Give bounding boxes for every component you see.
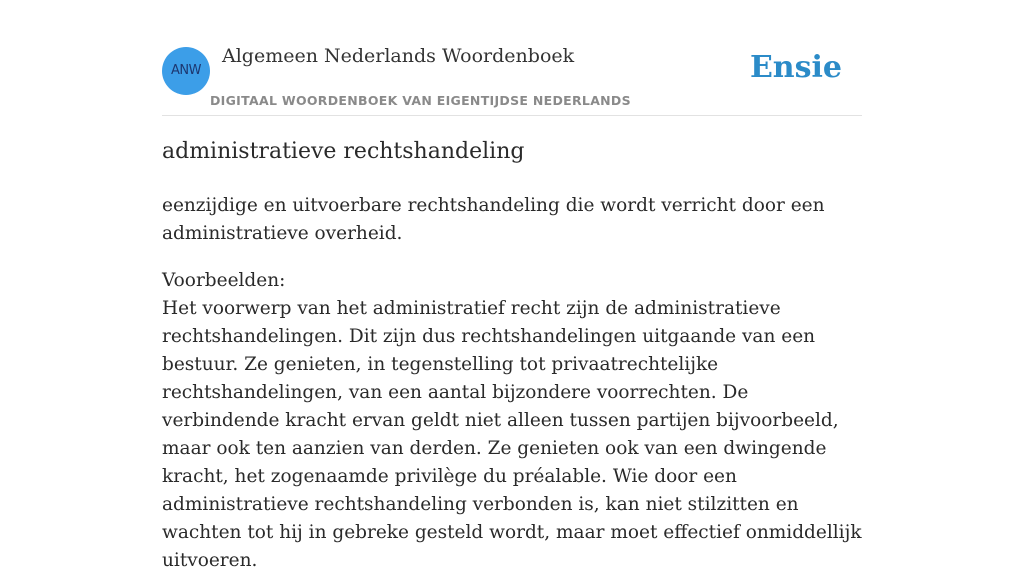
entry-term: administratieve rechtshandeling xyxy=(162,139,525,164)
header xyxy=(162,0,862,116)
entry-card xyxy=(162,0,862,571)
entry-definition: eenzijdige en uitvoerbare rechtshandeling die wordt verricht door een administratieve overheid. xyxy=(162,195,825,244)
examples-label: Voorbeelden: xyxy=(162,270,286,291)
example-text: Het voorwerp van het administratief recht zijn de administratieve rechtshandelingen. Dit zijn dus rechtshandelingen uitgaande van een bestuur. Ze genieten, in tegenstelling tot privaatrechtelijke rechtshandelingen, van een aantal bijzondere voorrechten. De verbindende kracht ervan geldt niet alleen tussen partijen bijvoorbeeld, maar ook ten aanzien van derden. Ze genieten ook van een dwingende kracht, het zogenaamde privilège du préalable. Wie door een administratieve rechtshandeling verbonden is, kan niet stilzitten en wachten tot hij in gebreke gesteld wordt, maar moet effectief onmiddellijk uitvoeren. xyxy=(162,298,862,571)
entry-examples xyxy=(162,267,862,575)
anw-logo: ANW xyxy=(162,47,210,95)
source-title: Algemeen Nederlands Woordenboek xyxy=(222,45,575,67)
source-subtitle: DIGITAAL WOORDENBOEK VAN EIGENTIJDSE NEDERLANDS xyxy=(210,93,631,108)
ensie-logo[interactable]: Ensie xyxy=(749,50,842,85)
